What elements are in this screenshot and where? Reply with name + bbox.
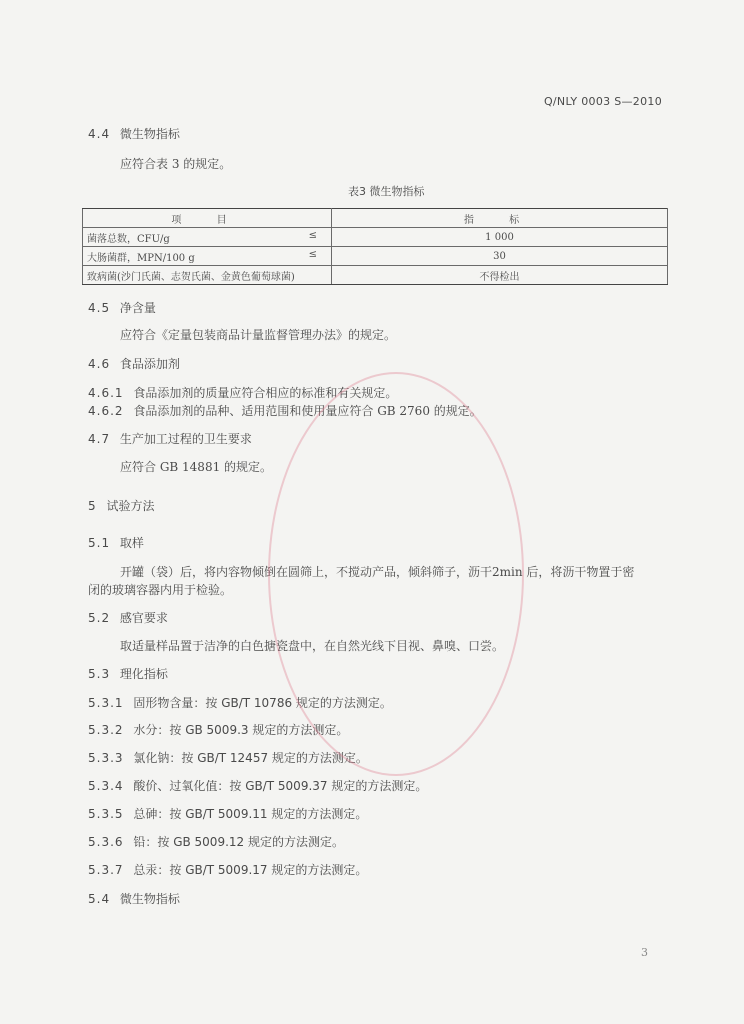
section-number: 4.5 (88, 301, 111, 315)
table-cell-value: 30 (332, 247, 668, 266)
section-body: 总汞：按 GB/T 5009.17 规定的方法测定。 (133, 863, 368, 877)
section-number: 5.1 (88, 536, 111, 550)
section-number: 4.6 (88, 357, 111, 371)
section-4-7-heading (88, 431, 252, 447)
section-body: 铅：按 GB 5009.12 规定的方法测定。 (133, 835, 344, 849)
list-item (88, 722, 348, 738)
section-5-2-heading (88, 610, 168, 626)
section-title: 净含量 (119, 301, 156, 315)
le-symbol: ≤ (308, 249, 317, 260)
section-4-6-heading (88, 356, 180, 372)
section-title: 试验方法 (106, 499, 155, 513)
section-title: 食品添加剂 (119, 357, 180, 371)
section-number: 5.3.2 (88, 723, 124, 737)
section-body: 酸价、过氧化值：按 GB/T 5009.37 规定的方法测定。 (133, 779, 428, 793)
section-number: 4.6.1 (88, 386, 124, 400)
table-header-row (83, 209, 668, 228)
document-id: Q/NLY 0003 S—2010 (543, 95, 662, 108)
section-4-5-heading (88, 300, 156, 316)
section-number: 5.3 (88, 667, 111, 681)
section-4-7-body: 应符合 GB 14881 的规定。 (120, 460, 273, 474)
table-header-item: 项 目 (83, 209, 332, 228)
table-3-caption: 表3 微生物指标 (348, 185, 425, 198)
table-row (83, 228, 668, 247)
section-5-heading (88, 498, 154, 514)
section-4-4-heading (88, 126, 180, 142)
table-cell-item (83, 228, 332, 247)
section-5-3-heading (88, 666, 168, 682)
table-row (83, 266, 668, 285)
section-number: 5.3.1 (88, 696, 124, 710)
table-cell-item (83, 266, 332, 285)
section-title: 微生物指标 (119, 127, 180, 141)
section-title: 生产加工过程的卫生要求 (119, 432, 252, 446)
section-number: 5.3.5 (88, 807, 124, 821)
page-number: 3 (641, 946, 648, 959)
item-text: 致病菌(沙门氏菌、志贺氏菌、金黄色葡萄球菌) (87, 271, 295, 283)
section-number: 4.4 (88, 127, 111, 141)
section-number: 5.3.6 (88, 835, 124, 849)
section-title: 感官要求 (119, 611, 168, 625)
section-4-5-body: 应符合《定量包装商品计量监督管理办法》的规定。 (120, 328, 397, 342)
section-body: 食品添加剂的品种、适用范围和使用量应符合 GB 2760 的规定。 (133, 404, 482, 418)
section-5-4-heading (88, 891, 180, 907)
seal-stamp (268, 372, 524, 776)
section-body: 总砷：按 GB/T 5009.11 规定的方法测定。 (133, 807, 368, 821)
section-5-1-body-line-1: 开罐（袋）后，将内容物倾倒在圆筛上，不搅动产品，倾斜筛子，沥干2min 后，将沥干物置于密 (120, 565, 635, 579)
table-row (83, 247, 668, 266)
section-number: 5.3.4 (88, 779, 124, 793)
list-item (88, 778, 427, 794)
le-symbol: ≤ (308, 230, 317, 241)
section-body: 氯化钠：按 GB/T 12457 规定的方法测定。 (133, 751, 368, 765)
list-item (88, 834, 344, 850)
section-number: 5.4 (88, 892, 111, 906)
section-body: 水分：按 GB 5009.3 规定的方法测定。 (133, 723, 349, 737)
table-3-microbial-indicators (82, 208, 668, 285)
list-item (88, 806, 367, 822)
section-5-1-heading (88, 535, 144, 551)
section-body: 食品添加剂的质量应符合相应的标准和有关规定。 (133, 386, 398, 400)
section-5-2-body: 取适量样品置于洁净的白色搪瓷盘中，在自然光线下目视、鼻嗅、口尝。 (120, 639, 505, 653)
table-header-value: 指 标 (332, 209, 668, 228)
section-title: 取样 (119, 536, 144, 550)
list-item (88, 750, 368, 766)
table-cell-value: 1 000 (332, 228, 668, 247)
section-5-1-body-line-2: 闭的玻璃容器内用于检验。 (88, 583, 233, 597)
table-cell-item (83, 247, 332, 266)
section-number: 5.3.7 (88, 863, 124, 877)
table-cell-value: 不得检出 (332, 266, 668, 285)
section-number: 4.6.2 (88, 404, 124, 418)
item-text: 菌落总数，CFU/g (87, 233, 170, 245)
section-body: 固形物含量：按 GB/T 10786 规定的方法测定。 (133, 696, 392, 710)
section-number: 4.7 (88, 432, 111, 446)
list-item (88, 862, 367, 878)
section-title: 微生物指标 (119, 892, 180, 906)
section-number: 5.3.3 (88, 751, 124, 765)
section-number: 5 (88, 499, 97, 513)
section-title: 理化指标 (119, 667, 168, 681)
section-4-4-body: 应符合表 3 的规定。 (120, 157, 232, 171)
section-number: 5.2 (88, 611, 111, 625)
item-text: 大肠菌群，MPN/100 g (87, 252, 195, 264)
